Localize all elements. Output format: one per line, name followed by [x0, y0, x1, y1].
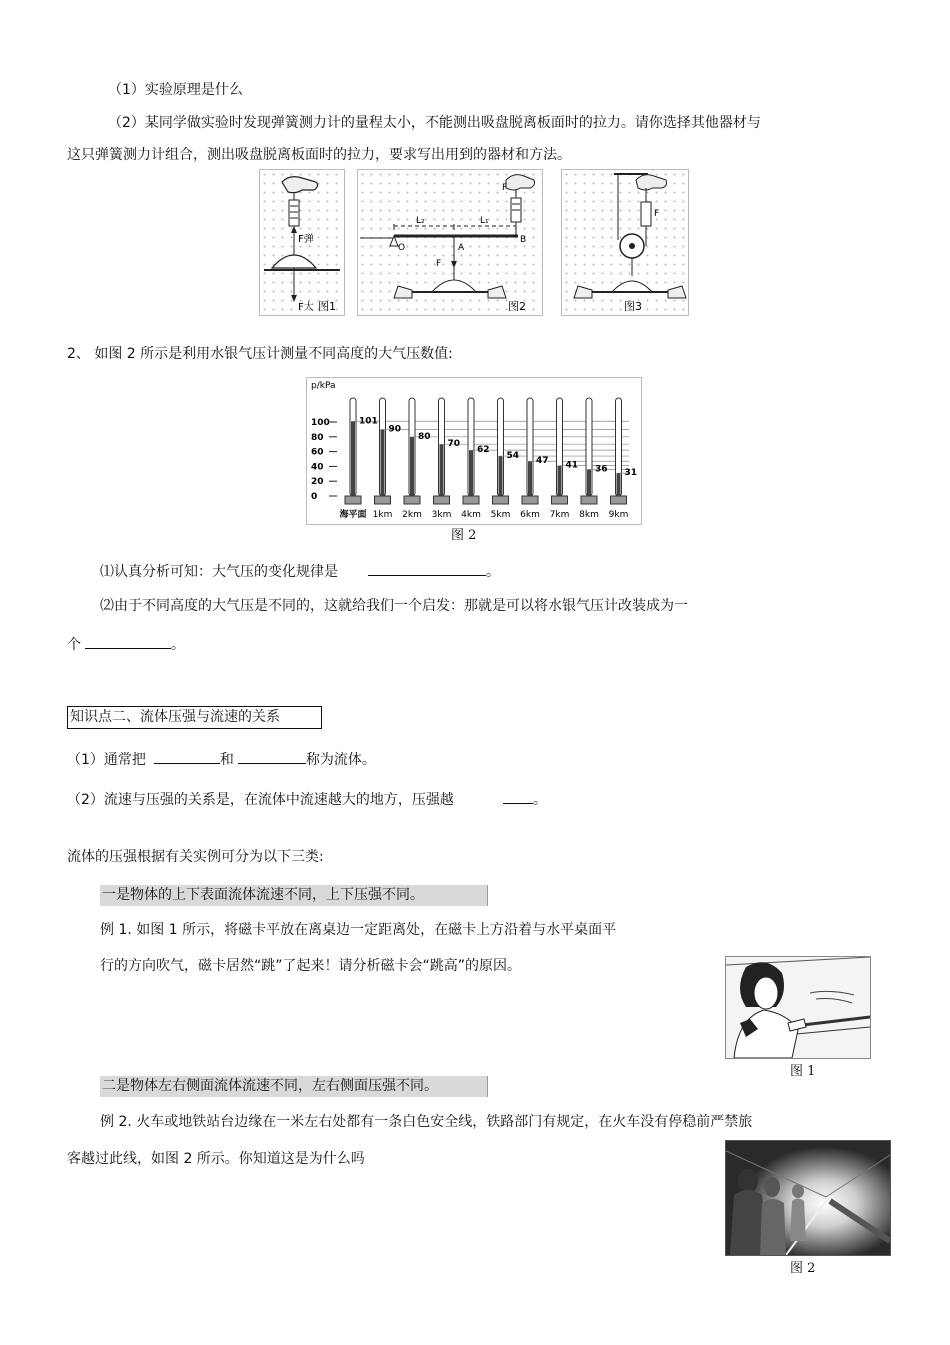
photo-girl-blowing	[725, 956, 871, 1059]
chart-value-label: 101	[359, 416, 378, 427]
fig1-force-up-label: F弹	[298, 234, 314, 245]
photo-2-caption: 图 2	[790, 1261, 816, 1276]
chart-dish	[611, 496, 627, 504]
figure-2-lever	[357, 169, 543, 316]
classes-intro: 流体的压强根据有关实例可分为以下三类:	[67, 849, 324, 865]
knowledge-point-box	[67, 706, 322, 729]
chart-bar	[410, 437, 414, 496]
chart-bar	[469, 450, 473, 496]
chart-dish	[375, 496, 391, 504]
example-2-line2: 客越过此线，如图 2 所示。你知道这是为什么吗	[67, 1151, 365, 1167]
chart-bar	[351, 421, 355, 496]
chart-category-label: 2km	[402, 510, 422, 520]
knowledge-point-title: 知识点二、流体压强与流速的关系	[70, 709, 280, 725]
fig2-caption: 图2	[508, 300, 526, 313]
chart-y-tick-label: 60	[311, 447, 324, 458]
fig3-force-label: F	[654, 209, 660, 219]
question-2-1	[100, 561, 500, 582]
chart-dish	[493, 496, 509, 504]
photo-1-caption: 图 1	[790, 1064, 816, 1079]
fig2-f-top-label: F	[502, 183, 508, 193]
chart-category-label: 3km	[431, 510, 452, 520]
chart-dish	[522, 496, 538, 504]
example-1-line1: 例 1. 如图 1 所示，将磁卡平放在离桌边一定距离处，在磁卡上方沿着与水平桌面平	[100, 922, 617, 938]
chart-value-label: 54	[506, 451, 520, 462]
question-method-line1: （2）某同学做实验时发现弹簧测力计的量程太小，不能测出吸盘脱离板面时的拉力。请你选择其他器材与	[108, 115, 761, 131]
chart-value-label: 90	[388, 424, 402, 435]
answer-blank-pressure[interactable]	[503, 789, 533, 804]
example-2-line1: 例 2. 火车或地铁站台边缘在一米左右处都有一条白色安全线，铁路部门有规定，在火车没有停稳前严禁旅	[100, 1114, 753, 1130]
question-2-1-suffix: 。	[486, 564, 500, 580]
question-2-2-line1: ⑵由于不同高度的大气压是不同的，这就给我们一个启发：那就是可以将水银气压计改装成为一	[100, 598, 688, 614]
chart-category-label: 9km	[608, 510, 629, 520]
barometer-chart	[306, 377, 642, 525]
question-2-2-suffix: 。	[171, 637, 185, 653]
chart-category-label: 8km	[579, 510, 599, 520]
type-2-text: 二是物体左右侧面流体流速不同，左右侧面压强不同。	[102, 1078, 438, 1094]
question-2-2-line2	[67, 634, 185, 655]
chart-bar	[558, 466, 562, 496]
answer-blank-pressure-rule[interactable]	[368, 561, 486, 576]
fig2-l1-label: L₁	[480, 216, 489, 226]
chart-bar	[499, 456, 503, 496]
fig1-caption: 图1	[318, 300, 336, 313]
fig3-caption: 图3	[624, 300, 642, 313]
chart-bar	[587, 469, 591, 496]
chart-caption: 图 2	[451, 528, 477, 543]
chart-value-label: 62	[477, 445, 490, 456]
chart-value-label: 80	[418, 431, 431, 442]
chart-value-label: 70	[447, 439, 461, 450]
chart-y-tick-label: 40	[311, 462, 324, 473]
chart-value-label: 31	[624, 468, 638, 479]
question-principle: （1）实验原理是什么	[108, 82, 243, 98]
chart-category-label: 7km	[549, 510, 570, 520]
fig2-l2-label: L₂	[416, 216, 425, 226]
chart-category-label: 5km	[490, 510, 511, 520]
fluid-q1-prefix: （1）通常把	[67, 752, 146, 768]
answer-blank-instrument[interactable]	[85, 634, 171, 649]
figure-3-pulley	[561, 169, 689, 316]
fig2-o-label: O	[398, 243, 406, 253]
question-2-intro: 2、 如图 2 所示是利用水银气压计测量不同高度的大气压数值:	[67, 346, 453, 362]
chart-y-tick-label: 80	[311, 432, 324, 443]
answer-blank-fluid-1[interactable]	[154, 749, 220, 764]
chart-value-label: 41	[565, 460, 579, 471]
fluid-q1-suffix: 称为流体。	[305, 752, 376, 768]
fig2-a-label: A	[458, 243, 465, 253]
chart-category-label: 海平面	[339, 510, 367, 520]
question-2-1-text: ⑴认真分析可知：大气压的变化规律是	[100, 564, 338, 580]
barometer-chart-svg	[307, 378, 641, 524]
chart-dish	[581, 496, 597, 504]
photo-subway-platform	[725, 1140, 891, 1256]
fluid-q2-text: （2）流速与压强的关系是，在流体中流速越大的地方，压强越	[67, 792, 454, 808]
fig2-b-label: B	[520, 235, 527, 245]
fluid-q2-suffix: 。	[532, 792, 547, 808]
figure-1-suction-cup	[259, 169, 345, 316]
chart-bar	[617, 473, 621, 496]
chart-y-tick-label: 100	[311, 418, 330, 428]
chart-y-axis-label: p/kPa	[311, 381, 336, 391]
fluid-question-1	[67, 749, 376, 770]
type-1-text: 一是物体的上下表面流体流速不同，上下压强不同。	[102, 887, 424, 903]
chart-y-tick-label: 20	[311, 477, 324, 488]
type-1-highlight	[100, 885, 488, 906]
example-1-line2: 行的方向吹气，磁卡居然“跳”了起来！请分析磁卡会“跳高”的原因。	[100, 958, 522, 974]
chart-bar	[440, 444, 444, 496]
chart-value-label: 36	[595, 464, 608, 475]
chart-category-label: 1km	[372, 510, 393, 520]
chart-dish	[345, 496, 361, 504]
fig1-force-down-label: F大	[298, 302, 314, 313]
chart-dish	[404, 496, 420, 504]
chart-y-tick-label: 0	[311, 492, 318, 502]
chart-dish	[434, 496, 450, 504]
fluid-q1-mid: 和	[219, 752, 234, 768]
fig2-f-down-label: F	[436, 259, 442, 269]
fluid-question-2	[67, 789, 547, 810]
chart-category-label: 4km	[461, 510, 481, 520]
chart-value-label: 47	[536, 456, 549, 467]
question-method-line2: 这只弹簧测力计组合，测出吸盘脱离板面时的拉力，要求写出用到的器材和方法。	[67, 147, 571, 163]
chart-dish	[552, 496, 568, 504]
type-2-highlight	[100, 1076, 488, 1097]
chart-dish	[463, 496, 479, 504]
question-2-2-prefix: 个	[67, 637, 81, 653]
chart-category-label: 6km	[520, 510, 540, 520]
chart-bar	[528, 461, 532, 496]
answer-blank-fluid-2[interactable]	[238, 749, 306, 764]
chart-bar	[381, 429, 385, 496]
